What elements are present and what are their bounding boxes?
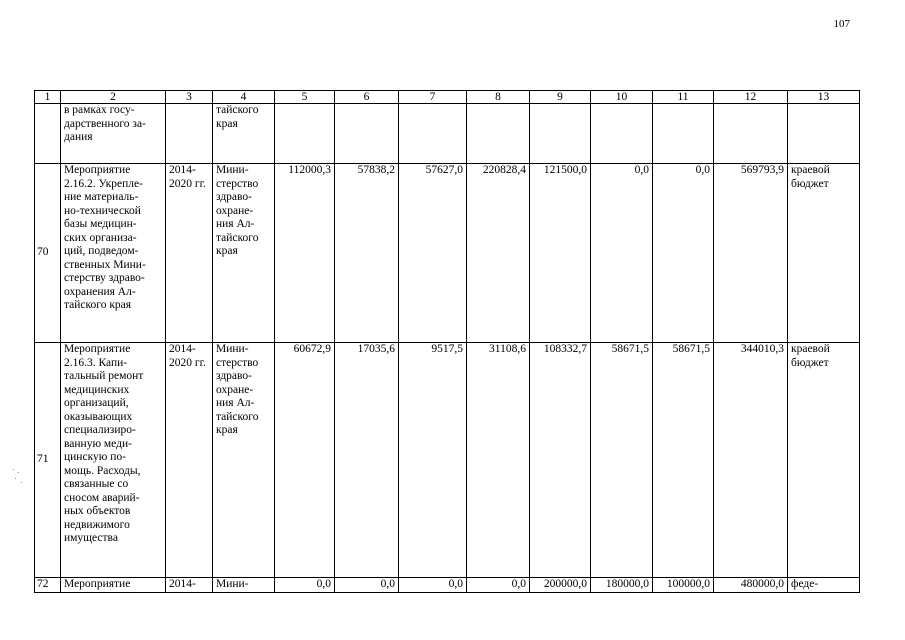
value-cell: 31108,6 xyxy=(467,343,530,578)
value-cell: 0,0 xyxy=(467,578,530,593)
value-cell: 58671,5 xyxy=(591,343,653,578)
header-cell: 1 xyxy=(35,91,61,104)
value-cell: 0,0 xyxy=(399,578,467,593)
header-cell: 5 xyxy=(275,91,335,104)
scan-speckles xyxy=(12,467,24,487)
value-cell xyxy=(653,104,714,164)
header-cell: 10 xyxy=(591,91,653,104)
header-cell: 3 xyxy=(166,91,213,104)
value-cell xyxy=(530,104,591,164)
header-cell: 11 xyxy=(653,91,714,104)
value-cell: 220828,4 xyxy=(467,164,530,343)
header-cell: 8 xyxy=(467,91,530,104)
value-cell: 0,0 xyxy=(335,578,399,593)
table-row xyxy=(35,343,860,578)
value-cell: 112000,3 xyxy=(275,164,335,343)
value-cell xyxy=(275,104,335,164)
header-cell: 7 xyxy=(399,91,467,104)
table-row xyxy=(35,578,860,593)
value-cell: 57838,2 xyxy=(335,164,399,343)
period-cell: 2014- 2020 гг. xyxy=(166,343,213,578)
header-cell: 2 xyxy=(61,91,166,104)
source-cell xyxy=(788,104,860,164)
value-cell xyxy=(591,104,653,164)
executor-cell: Мини- стерство здраво- охране- ния Ал- тайского края xyxy=(213,343,275,578)
measure-description: в рамках госу- дарственного за- дания xyxy=(61,104,166,164)
value-cell: 57627,0 xyxy=(399,164,467,343)
value-cell: 0,0 xyxy=(653,164,714,343)
table-row xyxy=(35,104,860,164)
budget-table xyxy=(34,90,860,593)
measure-description: Мероприятие 2.16.3. Капи- тальный ремонт медицинских организаций, оказывающих специализиро- ванную меди- цинскую по- мощь. Расходы, связанные со сносом аварий- ных объектов недвижимого имущества xyxy=(61,343,166,578)
value-cell: 180000,0 xyxy=(591,578,653,593)
value-cell xyxy=(399,104,467,164)
measure-description: Мероприятие xyxy=(61,578,166,593)
page-number: 107 xyxy=(833,18,850,30)
value-cell: 100000,0 xyxy=(653,578,714,593)
value-cell: 17035,6 xyxy=(335,343,399,578)
executor-cell: Мини- стерство здраво- охране- ния Ал- тайского края xyxy=(213,164,275,343)
measure-description: Мероприятие 2.16.2. Укрепле- ние материаль- но-технической базы медицин- ских организа- ций, подведом- ственных Мини- стерству здраво- охранения Ал- тайского края xyxy=(61,164,166,343)
executor-cell: тайского края xyxy=(213,104,275,164)
total-cell: 480000,0 xyxy=(714,578,788,593)
header-cell: 13 xyxy=(788,91,860,104)
period-cell xyxy=(166,104,213,164)
period-cell: 2014- xyxy=(166,578,213,593)
value-cell xyxy=(467,104,530,164)
header-row xyxy=(35,91,860,104)
total-cell: 344010,3 xyxy=(714,343,788,578)
header-cell: 6 xyxy=(335,91,399,104)
table-row xyxy=(35,164,860,343)
value-cell: 108332,7 xyxy=(530,343,591,578)
total-cell xyxy=(714,104,788,164)
value-cell: 200000,0 xyxy=(530,578,591,593)
value-cell: 9517,5 xyxy=(399,343,467,578)
value-cell: 0,0 xyxy=(275,578,335,593)
value-cell: 60672,9 xyxy=(275,343,335,578)
source-cell: краевой бюджет xyxy=(788,343,860,578)
row-number xyxy=(35,104,61,164)
source-cell: краевой бюджет xyxy=(788,164,860,343)
value-cell: 58671,5 xyxy=(653,343,714,578)
row-number: 72 xyxy=(35,578,61,593)
value-cell xyxy=(335,104,399,164)
header-cell: 9 xyxy=(530,91,591,104)
row-number: 71 xyxy=(35,343,61,578)
header-cell: 4 xyxy=(213,91,275,104)
source-cell: феде- xyxy=(788,578,860,593)
total-cell: 569793,9 xyxy=(714,164,788,343)
executor-cell: Мини- xyxy=(213,578,275,593)
header-cell: 12 xyxy=(714,91,788,104)
row-number: 70 xyxy=(35,164,61,343)
period-cell: 2014- 2020 гг. xyxy=(166,164,213,343)
value-cell: 121500,0 xyxy=(530,164,591,343)
value-cell: 0,0 xyxy=(591,164,653,343)
